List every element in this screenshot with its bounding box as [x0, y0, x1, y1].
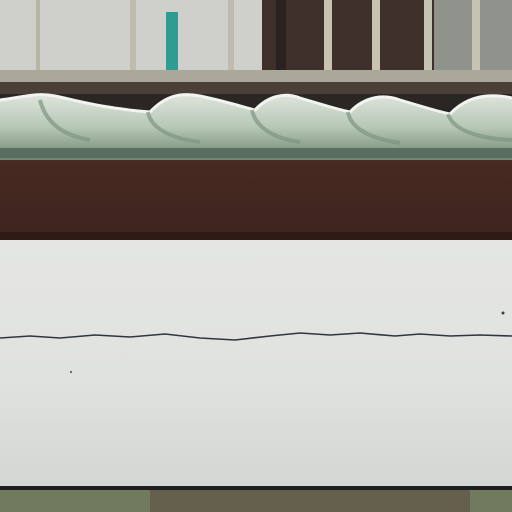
railing-post	[36, 0, 40, 76]
railing-post	[372, 0, 380, 76]
railing-post-dark	[276, 0, 286, 76]
teal-sign	[166, 12, 178, 76]
base-line	[0, 486, 512, 490]
railing-post	[324, 0, 332, 76]
dark-door-panel	[262, 0, 434, 76]
roof-edge-shadow	[0, 148, 512, 158]
corrugated-roof	[0, 95, 512, 160]
wall-surface	[0, 240, 512, 488]
ledge	[0, 70, 512, 84]
railing-post	[424, 0, 432, 76]
base-strip	[0, 486, 512, 512]
railing-area	[0, 0, 512, 94]
base-stain	[150, 490, 470, 512]
railing-post	[130, 0, 136, 76]
wall-speck	[70, 371, 72, 373]
wall-speck	[502, 312, 505, 315]
railing-post	[472, 0, 480, 76]
brick-wall	[0, 150, 512, 242]
railing-post	[228, 0, 234, 76]
ledge-shadow	[0, 82, 512, 94]
white-wall	[0, 240, 512, 488]
brick-band	[0, 150, 512, 242]
